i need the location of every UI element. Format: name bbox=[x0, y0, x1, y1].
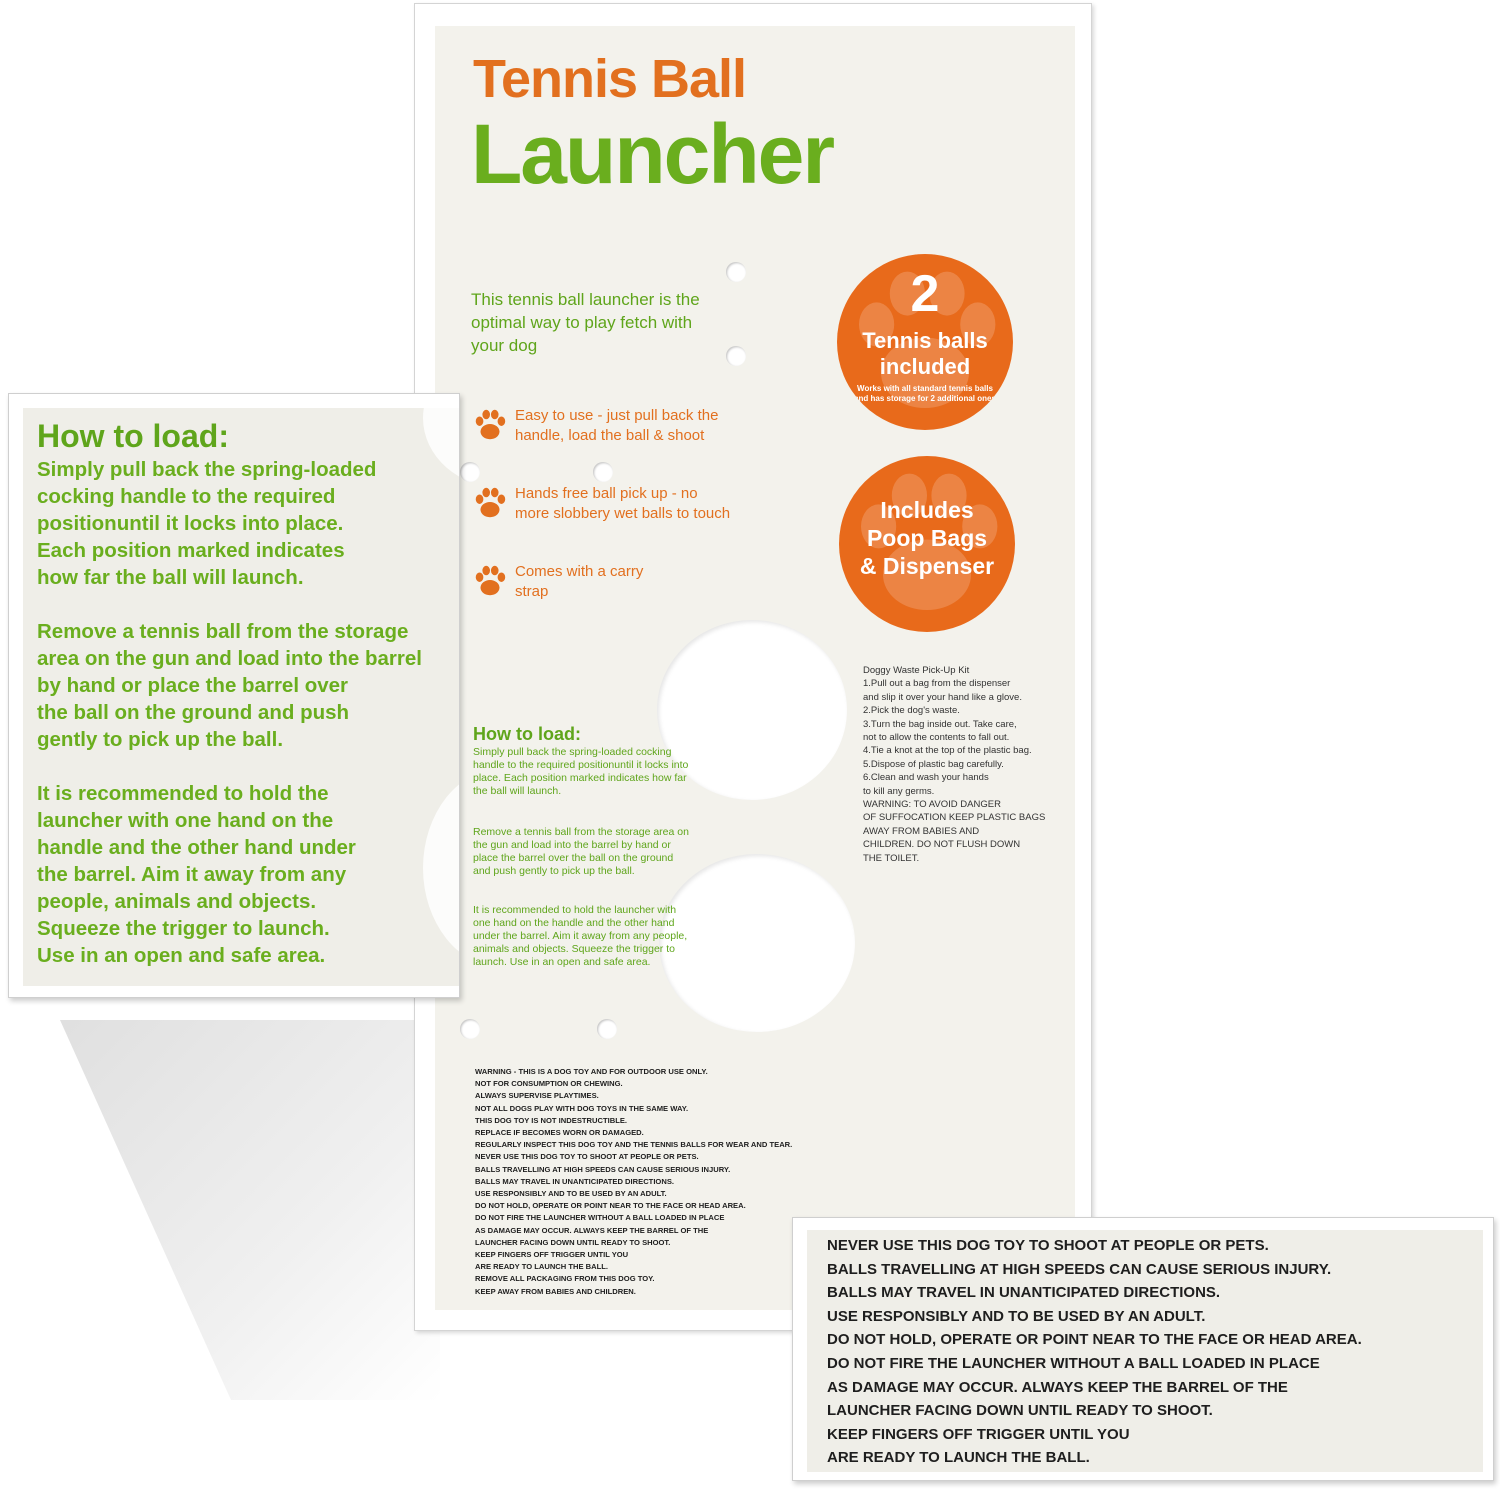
warning-line: KEEP FINGERS OFF TRIGGER UNTIL YOU bbox=[475, 1250, 629, 1260]
zoom-inset-warnings bbox=[792, 1217, 1494, 1481]
zoom-how-to-load-p1 bbox=[37, 456, 460, 591]
zoom-line: handle and the other hand under bbox=[37, 836, 356, 859]
zoom-how-to-load-title: How to load: bbox=[37, 418, 229, 454]
how-to-load-title: How to load: bbox=[473, 724, 581, 744]
warning-line: WARNING - THIS IS A DOG TOY AND FOR OUTDOOR USE ONLY. bbox=[475, 1067, 708, 1076]
kit-line: 3.Turn the bag inside out. Take care, bbox=[863, 718, 1017, 730]
how-to-load-p2: Remove a tennis ball from the storage area on the gun and load into the barrel by hand or place the barrel over the ball on the ground and push gently to pick up the ball. bbox=[473, 826, 689, 877]
warning-line: KEEP AWAY FROM BABIES AND CHILDREN. bbox=[475, 1286, 636, 1296]
warning-line: BALLS MAY TRAVEL IN UNANTICIPATED DIRECTIONS. bbox=[475, 1176, 674, 1186]
zoom-how-to-load-p2 bbox=[37, 618, 460, 753]
zoom-line: cocking handle to the required bbox=[37, 485, 336, 508]
punch-hole bbox=[726, 262, 746, 282]
warning-line: BALLS TRAVELLING AT HIGH SPEEDS CAN CAUSE SERIOUS INJURY. bbox=[475, 1164, 731, 1174]
warning-line: REMOVE ALL PACKAGING FROM THIS DOG TOY. bbox=[475, 1274, 655, 1284]
zoom-line: the barrel. Aim it away from any bbox=[37, 863, 347, 886]
punch-hole bbox=[460, 462, 480, 482]
zoom-warning-line: KEEP FINGERS OFF TRIGGER UNTIL YOU bbox=[827, 1425, 1130, 1443]
warning-line: NOT ALL DOGS PLAY WITH DOG TOYS IN THE SAME WAY. bbox=[475, 1103, 689, 1113]
warning-line: NEVER USE THIS DOG TOY TO SHOOT AT PEOPLE OR PETS. bbox=[475, 1152, 699, 1162]
feature-item bbox=[471, 484, 731, 524]
zoom-line: Remove a tennis ball from the storage bbox=[37, 620, 409, 643]
zoom-warning-line: BALLS MAY TRAVEL IN UNANTICIPATED DIRECTIONS. bbox=[827, 1284, 1221, 1302]
badge-text bbox=[837, 328, 1013, 380]
zoom-warning-line: NEVER USE THIS DOG TOY TO SHOOT AT PEOPLE OR PETS. bbox=[827, 1237, 1269, 1254]
warning-line: USE RESPONSIBLY AND TO BE USED BY AN ADULT. bbox=[475, 1189, 667, 1199]
punch-hole bbox=[593, 462, 613, 482]
warning-line: REPLACE IF BECOMES WORN OR DAMAGED. bbox=[475, 1128, 644, 1138]
warning-block bbox=[475, 1066, 792, 1298]
feature-item bbox=[471, 406, 731, 446]
feature-text: Comes with a carry strap bbox=[515, 563, 644, 600]
badge-line: Includes bbox=[880, 497, 974, 523]
zoom-line: positionuntil it locks into place. bbox=[37, 512, 344, 535]
zoom-warning-line: DO NOT FIRE THE LAUNCHER WITHOUT A BALL LOADED IN PLACE bbox=[827, 1354, 1320, 1372]
kit-line: 4.Tie a knot at the top of the plastic bag. bbox=[863, 745, 1032, 757]
kit-line: Doggy Waste Pick-Up Kit bbox=[863, 665, 970, 676]
punch-hole bbox=[460, 1019, 480, 1039]
warning-line: NOT FOR CONSUMPTION OR CHEWING. bbox=[475, 1079, 623, 1089]
kit-line: WARNING: TO AVOID DANGER bbox=[863, 799, 1001, 811]
punch-hole bbox=[726, 346, 746, 366]
feature-item bbox=[471, 562, 731, 602]
cast-shadow bbox=[60, 1020, 440, 1400]
zoom-warning-line: ARE READY TO LAUNCH THE BALL. bbox=[827, 1449, 1090, 1467]
zoom-warning-line: LAUNCHER FACING DOWN UNTIL READY TO SHOOT. bbox=[827, 1402, 1213, 1420]
waste-kit-instructions bbox=[863, 664, 1073, 865]
kit-line: 1.Pull out a bag from the dispenser bbox=[863, 678, 1011, 690]
badge-small-text: Works with all standard tennis balls and has storage for 2 additional ones bbox=[854, 384, 996, 403]
paw-icon bbox=[471, 484, 509, 522]
badge-line: Poop Bags bbox=[866, 525, 988, 551]
badge-tennis-balls bbox=[837, 254, 1013, 430]
zoom-inset-how-to-load bbox=[8, 393, 460, 998]
warning-line: ALWAYS SUPERVISE PLAYTIMES. bbox=[475, 1091, 599, 1101]
title-launcher: Launcher bbox=[471, 107, 834, 201]
feature-text: Hands free ball pick up - no more slobbery wet balls to touch bbox=[515, 485, 731, 522]
zoom-line: area on the gun and load into the barrel bbox=[37, 647, 422, 670]
kit-line: CHILDREN. DO NOT FLUSH DOWN bbox=[863, 839, 1021, 851]
kit-line: 5.Dispose of plastic bag carefully. bbox=[863, 758, 1004, 770]
warning-line: ARE READY TO LAUNCH THE BALL. bbox=[475, 1262, 609, 1272]
title-tennis-ball: Tennis Ball bbox=[473, 49, 747, 109]
badge-number: 2 bbox=[910, 265, 940, 323]
zoom-line: gently to pick up the ball. bbox=[37, 728, 284, 751]
zoom-line: how far the ball will launch. bbox=[37, 566, 304, 589]
warning-line: AS DAMAGE MAY OCCUR. ALWAYS KEEP THE BARREL OF THE bbox=[475, 1225, 709, 1235]
zoom-line: the ball on the ground and push bbox=[37, 701, 350, 724]
kit-line: 6.Clean and wash your hands bbox=[863, 772, 989, 784]
product-card bbox=[414, 3, 1092, 1331]
kit-line: not to allow the contents to fall out. bbox=[863, 732, 1010, 744]
badge-line: Tennis balls bbox=[862, 328, 988, 353]
card-face bbox=[435, 26, 1075, 1310]
zoom-warning-line: AS DAMAGE MAY OCCUR. ALWAYS KEEP THE BARREL OF THE bbox=[827, 1378, 1288, 1396]
zoom-line: Simply pull back the spring-loaded bbox=[37, 458, 377, 481]
zoom-line: Each position marked indicates bbox=[37, 539, 345, 562]
feature-text: Easy to use - just pull back the handle, load the ball & shoot bbox=[515, 407, 719, 444]
warning-line: DO NOT HOLD, OPERATE OR POINT NEAR TO THE FACE OR HEAD AREA. bbox=[475, 1201, 746, 1211]
badge-poop-bags bbox=[839, 456, 1015, 632]
zoom-warning-line: DO NOT HOLD, OPERATE OR POINT NEAR TO THE FACE OR HEAD AREA. bbox=[827, 1331, 1362, 1349]
zoom-line: Use in an open and safe area. bbox=[37, 944, 326, 967]
warning-line: LAUNCHER FACING DOWN UNTIL READY TO SHOOT. bbox=[475, 1237, 671, 1247]
zoom-line: by hand or place the barrel over bbox=[37, 674, 349, 697]
zoom-how-to-load-p3 bbox=[37, 780, 460, 969]
how-to-load-p3: It is recommended to hold the launcher with one hand on the handle and the other hand under the barrel. Aim it away from any people, animals and objects. Squeeze the trigger to launch. Use in an open and safe area. bbox=[473, 904, 688, 968]
zoom-inset-face bbox=[23, 408, 460, 986]
kit-line: and slip it over your hand like a glove. bbox=[863, 691, 1022, 703]
warning-line: REGULARLY INSPECT THIS DOG TOY AND THE TENNIS BALLS FOR WEAR AND TEAR. bbox=[475, 1140, 793, 1150]
badge-text bbox=[839, 496, 1015, 580]
zoom-line: people, animals and objects. bbox=[37, 890, 317, 913]
paw-icon bbox=[471, 406, 509, 444]
kit-line: THE TOILET. bbox=[863, 852, 920, 864]
badge-line: & Dispenser bbox=[859, 553, 995, 579]
kit-line: AWAY FROM BABIES AND bbox=[863, 825, 980, 837]
zoom-warning-lines bbox=[827, 1234, 1362, 1470]
zoom-line: launcher with one hand on the bbox=[37, 809, 334, 832]
paw-icon bbox=[471, 562, 509, 600]
zoom-inset-face bbox=[807, 1230, 1483, 1472]
zoom-line: It is recommended to hold the bbox=[37, 782, 329, 805]
warning-line: THIS DOG TOY IS NOT INDESTRUCTIBLE. bbox=[475, 1115, 628, 1125]
zoom-warning-line: BALLS TRAVELLING AT HIGH SPEEDS CAN CAUSE SERIOUS INJURY. bbox=[827, 1260, 1332, 1278]
kit-line: to kill any germs. bbox=[863, 785, 935, 797]
intro-text: This tennis ball launcher is the optimal way to play fetch with your dog bbox=[471, 290, 700, 355]
badge-line: included bbox=[879, 354, 971, 379]
how-to-load-p1: Simply pull back the spring-loaded cocking handle to the required positionuntil it locks into place. Each position marked indicates how far the ball will launch. bbox=[473, 746, 689, 797]
zoom-line: Squeeze the trigger to launch. bbox=[37, 917, 330, 940]
kit-line: OF SUFFOCATION KEEP PLASTIC BAGS bbox=[863, 812, 1046, 824]
kit-line: 2.Pick the dog's waste. bbox=[863, 705, 960, 717]
zoom-warning-line: USE RESPONSIBLY AND TO BE USED BY AN ADULT. bbox=[827, 1307, 1206, 1325]
warning-line: DO NOT FIRE THE LAUNCHER WITHOUT A BALL LOADED IN PLACE bbox=[475, 1213, 725, 1223]
punch-hole bbox=[597, 1019, 617, 1039]
